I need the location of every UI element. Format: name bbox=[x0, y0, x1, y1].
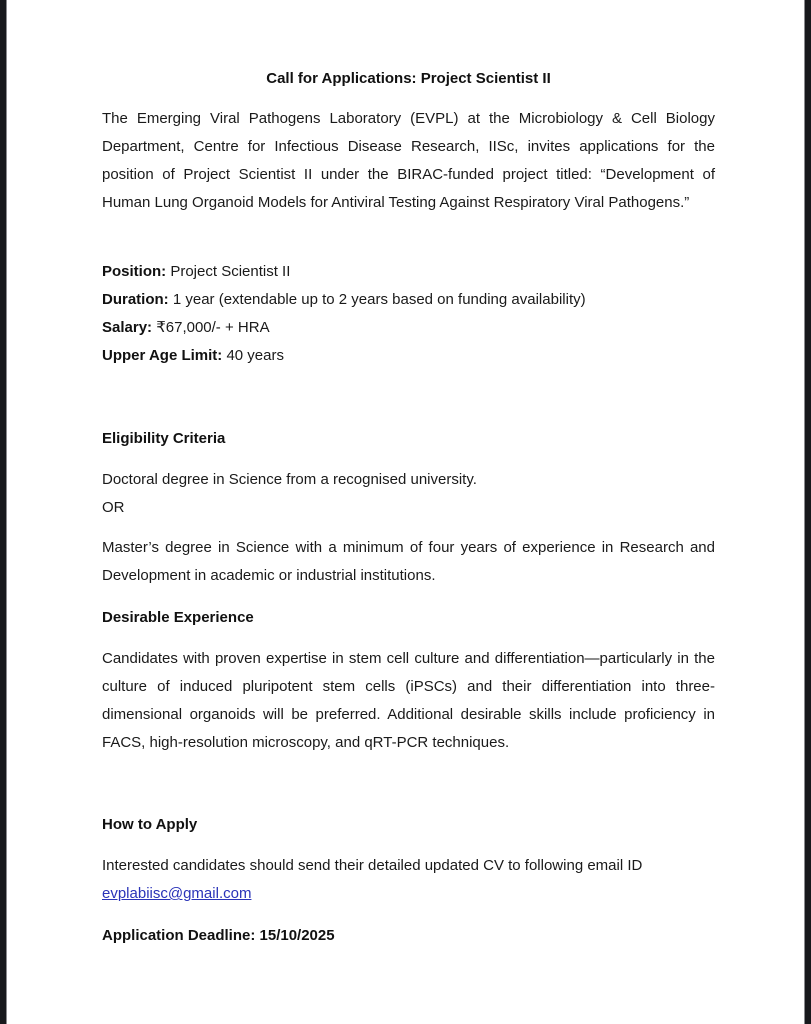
email-link[interactable]: evplabiisc@gmail.com bbox=[102, 885, 252, 902]
detail-value: Project Scientist II bbox=[170, 263, 291, 280]
document-page bbox=[6, 0, 805, 1024]
document-title: Call for Applications: Project Scientist II bbox=[266, 70, 551, 87]
desirable-heading: Desirable Experience bbox=[102, 609, 254, 626]
detail-value: ₹67,000/- + HRA bbox=[156, 319, 270, 336]
detail-position bbox=[102, 262, 290, 282]
eligibility-option-masters: Master’s degree in Science with a minimum of four years of experience in Research and Development in academic or industrial institutions. bbox=[102, 539, 715, 584]
detail-label: Upper Age Limit: bbox=[102, 347, 223, 364]
detail-label: Duration: bbox=[102, 291, 169, 308]
detail-label: Salary: bbox=[102, 319, 153, 336]
detail-salary bbox=[102, 318, 270, 338]
desirable-paragraph: Candidates with proven expertise in stem cell culture and differentiation—particularly in the culture of induced pluripotent stem cells (iPSCs) and their differentiation into three-dimensional organoids will be preferred. Additional desirable skills include proficiency in FACS, high-resolution microscopy, and qRT-PCR techniques. bbox=[102, 650, 715, 751]
eligibility-or-separator: OR bbox=[102, 499, 125, 516]
intro-paragraph: The Emerging Viral Pathogens Laboratory (EVPL) at the Microbiology & Cell Biology Department, Centre for Infectious Disease Research, IISc, invites applications for the position of Project Scientist II under the BIRAC-funded project titled: “Development of Human Lung Organoid Models for Antiviral Testing Against Respiratory Viral Pathogens.” bbox=[102, 110, 715, 211]
detail-label: Position: bbox=[102, 263, 167, 280]
email-line bbox=[102, 884, 251, 904]
detail-duration bbox=[102, 290, 586, 310]
detail-age-limit bbox=[102, 346, 284, 366]
how-to-apply-text: Interested candidates should send their detailed updated CV to following email ID bbox=[102, 857, 643, 874]
how-to-apply-heading: How to Apply bbox=[102, 816, 198, 833]
eligibility-option-doctoral: Doctoral degree in Science from a recognised university. bbox=[102, 471, 477, 488]
eligibility-heading: Eligibility Criteria bbox=[102, 430, 226, 447]
application-deadline: Application Deadline: 15/10/2025 bbox=[102, 927, 335, 944]
detail-value: 40 years bbox=[226, 347, 284, 364]
detail-value: 1 year (extendable up to 2 years based on funding availability) bbox=[172, 291, 586, 308]
